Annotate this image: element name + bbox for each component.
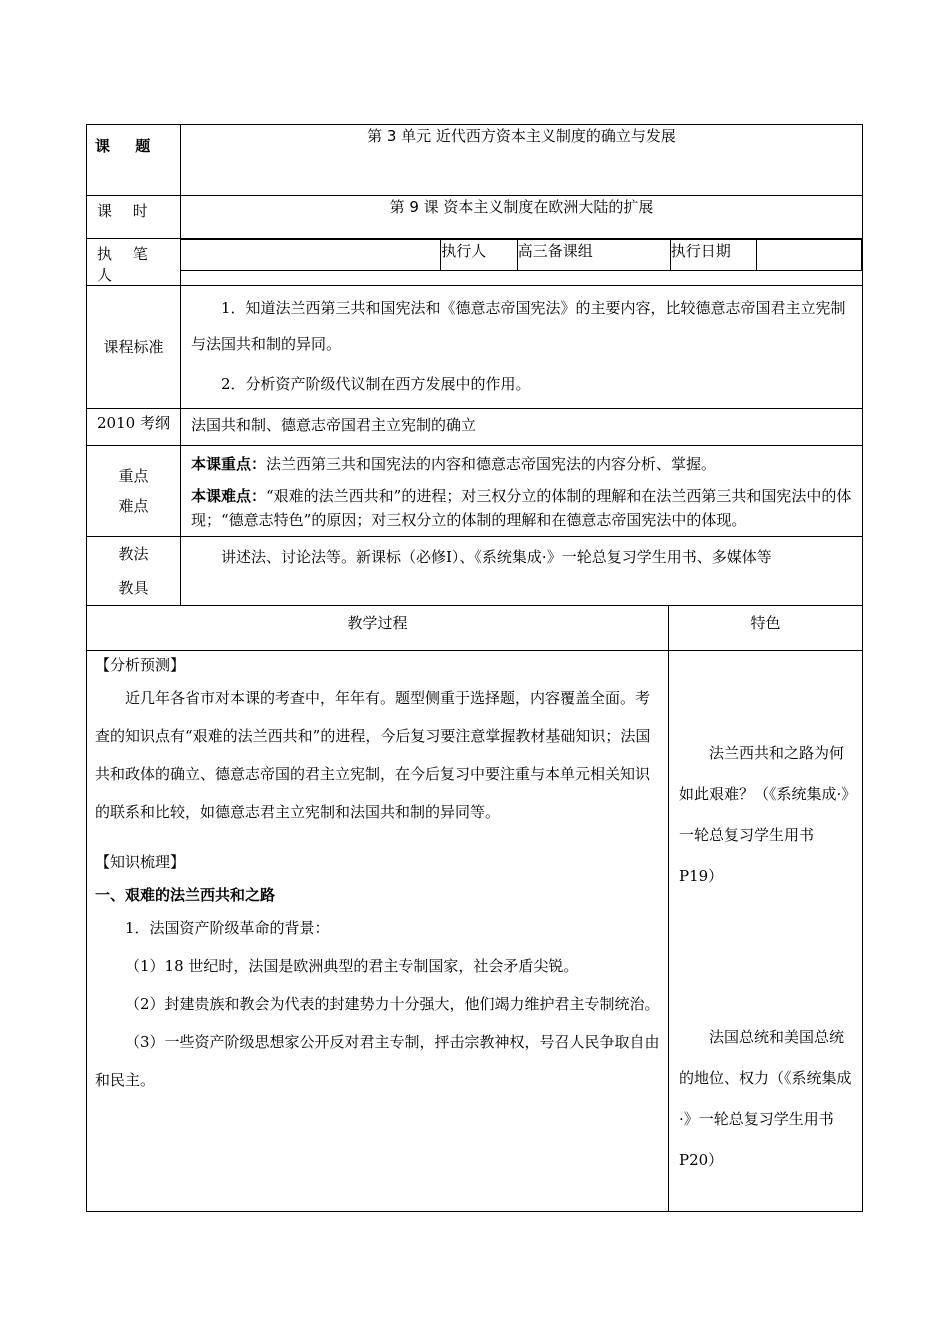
difficulty-label: 难点: [118, 497, 149, 515]
lesson-title: 第 9 课 资本主义制度在欧洲大陆的扩展: [181, 196, 863, 239]
difficulty-text: “艰难的法兰西共和”的进程；对三权分立的体制的理解和在法兰西第三共和国宪法中的体现；“德意志特色”的原因；对三权分立的体制的理解和在德意志帝国宪法中的体现。: [191, 487, 852, 529]
date-label: 执行日期: [670, 240, 757, 271]
syllabus-row: [87, 409, 863, 446]
key-points-label: 重点: [118, 467, 149, 485]
methods-content: 讲述法、讨论法等。新课标（必修Ⅰ）、《系统集成·》一轮总复习学生用书、多媒体等: [221, 548, 772, 566]
syllabus-content: 法国共和制、德意志帝国君主立宪制的确立: [181, 409, 863, 446]
author-row: [87, 239, 863, 286]
key-points-row: [87, 446, 863, 537]
author-value: [181, 240, 441, 271]
methods-label: 教法: [118, 545, 149, 563]
knowledge-title: 【知识梳理】: [95, 853, 186, 871]
topic-label: 课 题: [87, 125, 181, 196]
author-label: 执 笔 人: [87, 239, 181, 286]
subpoint-3: （3）一些资产阶级思想家公开反对君主专制，抨击宗教神权，号召人民争取自由和民主。: [95, 1033, 660, 1089]
focus-text: 法兰西第三共和国宪法的内容和德意志帝国宪法的内容分析、掌握。: [266, 455, 717, 473]
executor-label: 执行人: [441, 240, 518, 271]
executor-value: 高三备课组: [517, 240, 670, 271]
point-1: 1．法国资产阶级革命的背景：: [125, 919, 330, 937]
methods-row: [87, 537, 863, 606]
topic-title: 第 3 单元 近代西方资本主义制度的确立与发展: [181, 125, 863, 196]
subpoint-1: （1）18 世纪时，法国是欧洲典型的君主专制国家，社会矛盾尖锐。: [125, 957, 579, 975]
standards-item-2: 2．分析资产阶级代议制在西方发展中的作用。: [221, 375, 531, 393]
features-column: [669, 651, 863, 1212]
period-row: [87, 196, 863, 239]
standards-label: 课程标准: [87, 286, 181, 409]
process-header: 教学过程: [87, 606, 669, 651]
feature-note-2: 法国总统和美国总统的地位、权力（《系统集成·》一轮总复习学生用书 P20）: [679, 1028, 852, 1169]
focus-title: 本课重点：: [191, 455, 267, 473]
feature-header: 特色: [669, 606, 863, 651]
period-label: 课 时: [87, 196, 181, 239]
lesson-plan-table: [86, 124, 863, 1212]
process-content-row: [87, 651, 863, 1212]
syllabus-label: 2010 考纲: [87, 409, 181, 446]
date-value: [757, 240, 862, 271]
lesson-plan-page: [86, 124, 862, 1212]
author-inner-table: [181, 239, 862, 271]
subpoint-2: （2）封建贵族和教会为代表的封建势力十分强大，他们竭力维护君主专制统治。: [125, 995, 660, 1013]
analysis-text: 近几年各省市对本课的考查中，年年有。题型侧重于选择题，内容覆盖全面。考查的知识点有“艰难的法兰西共和”的进程，今后复习要注意掌握教材基础知识；法国共和政体的确立、德意志帝国的君主立宪制，在今后复习中要注重与本单元相关知识的联系和比较，如德意志君主立宪制和法国共和制的异同等。: [95, 689, 651, 821]
feature-note-1: 法兰西共和之路为何如此艰难？（《系统集成·》一轮总复习学生用书 P19）: [679, 744, 849, 885]
standards-row: [87, 286, 863, 409]
standards-item-1: 1．知道法兰西第三共和国宪法和《德意志帝国宪法》的主要内容，比较德意志帝国君主立宪制与法国共和制的异同。: [191, 299, 846, 353]
tools-label: 教具: [118, 579, 149, 597]
topic-row: [87, 125, 863, 196]
analysis-title: 【分析预测】: [95, 656, 186, 674]
difficulty-title: 本课难点：: [191, 487, 267, 505]
section-1-heading: 一、艰难的法兰西共和之路: [95, 886, 276, 904]
process-header-row: [87, 606, 863, 651]
